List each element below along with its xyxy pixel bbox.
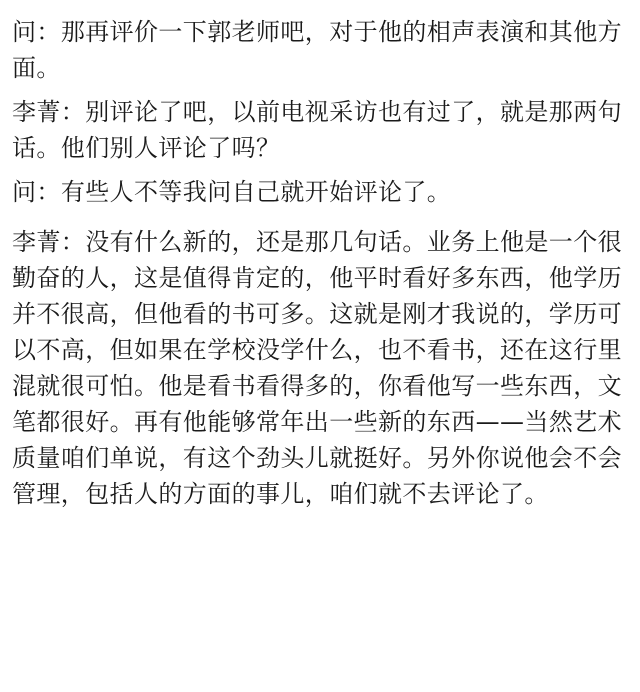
paragraph-text: 有些人不等我问自己就开始评论了。 xyxy=(60,178,452,206)
interview-article xyxy=(12,14,632,520)
interview-paragraph-4 xyxy=(12,224,632,512)
speaker-label: 问： xyxy=(12,18,61,46)
speaker-label: 李菁： xyxy=(12,98,86,126)
paragraph-text: 没有什么新的，还是那几句话。业务上他是一个很勤奋的人，这是值得肯定的，他平时看好多东西，他学历并不很高，但他看的书可多。这就是刚才我说的，学历可以不高，但如果在学校没学什么，也不看书，还在这行里混就很可怕。他是看书看得多的，你看他写一些东西，文笔都很好。再有他能够常年出一些新的东西——当然艺术质量咱们单说，有这个劲头儿就挺好。另外你说他会不会管理，包括人的方面的事儿，咱们就不去评论了。 xyxy=(12,228,623,508)
speaker-label: 李菁： xyxy=(12,228,86,256)
speaker-label: 问： xyxy=(12,178,61,206)
paragraph-text: 那再评价一下郭老师吧，对于他的相声表演和其他方面。 xyxy=(12,18,623,82)
paragraph-text: 别评论了吧，以前电视采访也有过了，就是那两句话。他们别人评论了吗？ xyxy=(12,98,623,162)
interview-paragraph-3 xyxy=(12,174,632,210)
interview-paragraph-2 xyxy=(12,94,632,166)
interview-paragraph-1 xyxy=(12,14,632,86)
